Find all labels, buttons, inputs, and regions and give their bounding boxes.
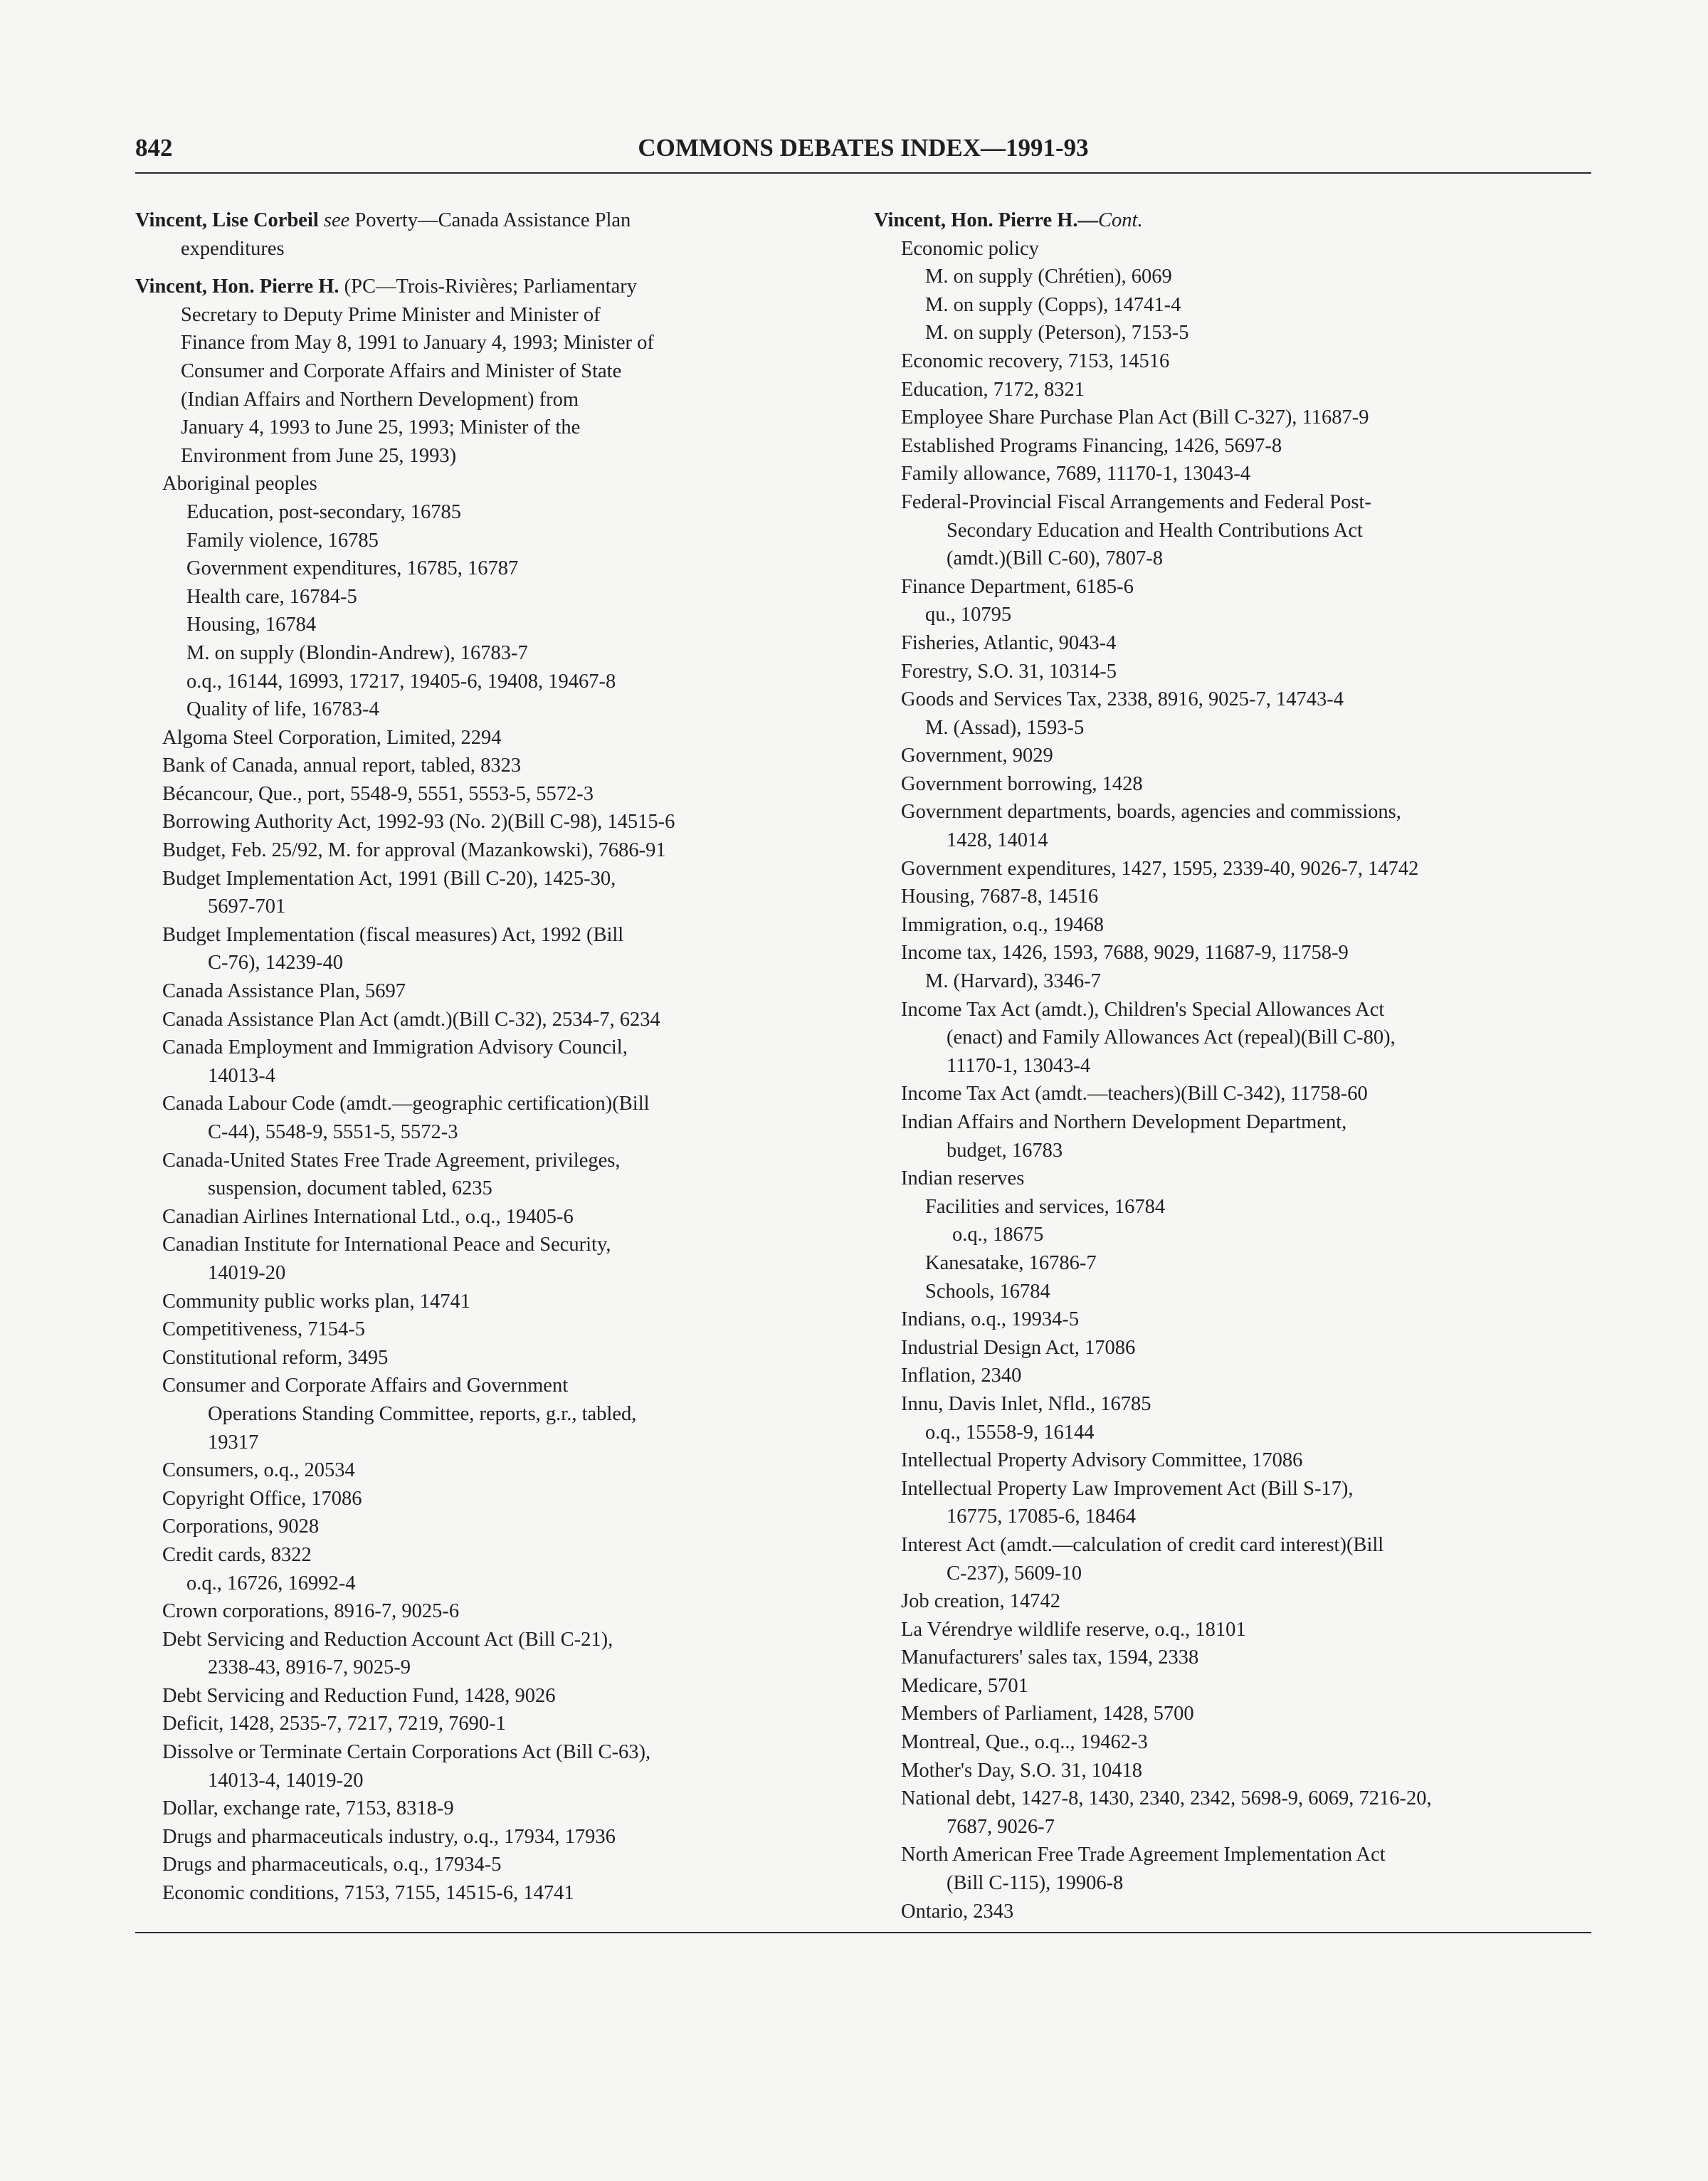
index-entry <box>162 1315 854 1344</box>
index-entry <box>186 498 854 527</box>
index-entry-text: Canada-United States Free Trade Agreement, privileges, <box>162 1149 621 1172</box>
index-entry-text: Debt Servicing and Reduction Fund, 1428, 9026 <box>162 1684 556 1707</box>
index-entry-text: qu., 10795 <box>925 604 1012 626</box>
index-entry <box>901 1644 1593 1672</box>
index-entry-text: Government, 9029 <box>901 745 1053 767</box>
index-entry <box>162 1682 854 1710</box>
index-entry-text: (Indian Affairs and Northern Development) from <box>181 388 579 411</box>
index-entry <box>162 1513 854 1541</box>
index-entry-text: Immigration, o.q., 19468 <box>901 913 1104 936</box>
index-entry <box>901 1728 1593 1757</box>
index-entry-text: 16775, 17085-6, 18464 <box>947 1505 1136 1528</box>
index-entry-text: Indians, o.q., 19934-5 <box>901 1308 1080 1331</box>
index-entry-text: Canada Assistance Plan Act (amdt.)(Bill C-32), 2534-7, 6234 <box>162 1008 660 1031</box>
index-entry-text: Bécancour, Que., port, 5548-9, 5551, 5553-5, 5572-3 <box>162 782 594 805</box>
index-entry <box>925 1419 1593 1447</box>
index-entry-text: Drugs and pharmaceuticals industry, o.q., 17934, 17936 <box>162 1825 616 1848</box>
index-entry-text: Indian reserves <box>901 1167 1025 1190</box>
index-entry <box>162 1738 854 1794</box>
index-entry <box>901 347 1593 376</box>
index-entry-text: Finance from May 8, 1991 to January 4, 1993; Minister of <box>181 332 654 354</box>
index-entry-text: o.q., 15558-9, 16144 <box>925 1421 1095 1444</box>
index-entry <box>925 1278 1593 1306</box>
index-entry <box>901 1165 1593 1193</box>
index-entry <box>901 1362 1593 1390</box>
index-heading-entry <box>135 273 854 470</box>
index-entry-text: Drugs and pharmaceuticals, o.q., 17934-5 <box>162 1854 502 1876</box>
index-entry-text: Kanesatake, 16786-7 <box>925 1251 1097 1274</box>
index-entry-text: Competitiveness, 7154-5 <box>162 1318 365 1341</box>
index-entry <box>162 1456 854 1485</box>
index-entry <box>901 1898 1593 1926</box>
index-entry <box>162 1541 854 1570</box>
index-entry-text: M. on supply (Blondin-Andrew), 16783-7 <box>186 641 528 664</box>
index-entry <box>901 376 1593 404</box>
index-entry-text: 14013-4 <box>208 1064 275 1087</box>
index-entry-text: Economic conditions, 7153, 7155, 14515-6, 14741 <box>162 1882 574 1905</box>
index-column-left <box>135 206 854 1908</box>
index-entry-text: Established Programs Financing, 1426, 5697-8 <box>901 434 1282 457</box>
index-entry-text: La Vérendrye wildlife reserve, o.q., 18101 <box>901 1618 1246 1641</box>
index-entry <box>901 488 1593 573</box>
index-entry-text: Canada Labour Code (amdt.—geographic certification)(Bill <box>162 1093 650 1115</box>
index-column-right <box>874 206 1593 1925</box>
index-entry <box>901 1757 1593 1785</box>
index-entry-text: Government expenditures, 16785, 16787 <box>186 557 519 580</box>
index-entry <box>162 1372 854 1456</box>
index-entry <box>901 658 1593 686</box>
index-entry <box>901 685 1593 714</box>
index-entry-text: C-76), 14239-40 <box>208 952 343 974</box>
index-entry-text: C-44), 5548-9, 5551-5, 5572-3 <box>208 1121 458 1143</box>
index-entry-text: Ontario, 2343 <box>901 1900 1014 1923</box>
index-entry-text: Housing, 16784 <box>186 614 317 636</box>
index-entry <box>162 1597 854 1626</box>
index-entry-text: Fisheries, Atlantic, 9043-4 <box>901 631 1117 654</box>
index-entry <box>162 1851 854 1879</box>
index-entry <box>901 1785 1593 1841</box>
index-entry <box>901 1390 1593 1419</box>
index-entry-text: January 4, 1993 to June 25, 1993; Minister of the <box>181 416 581 439</box>
index-entry-text: 19317 <box>208 1431 259 1454</box>
index-entry-text: Consumer and Corporate Affairs and Minister of State <box>181 359 622 382</box>
index-entry <box>901 1616 1593 1644</box>
index-entry <box>162 836 854 865</box>
index-entry-text: Consumer and Corporate Affairs and Government <box>162 1375 569 1397</box>
index-entry <box>901 460 1593 488</box>
index-entry <box>901 1672 1593 1701</box>
index-entry <box>901 235 1593 263</box>
index-entry-text: Family violence, 16785 <box>186 529 379 552</box>
index-entry-text: Aboriginal peoples <box>162 473 317 495</box>
index-entry <box>925 1249 1593 1278</box>
index-entry-text: Forestry, S.O. 31, 10314-5 <box>901 660 1117 683</box>
index-entry-text: Dollar, exchange rate, 7153, 8318-9 <box>162 1797 454 1820</box>
index-entry-text: National debt, 1427-8, 1430, 2340, 2342, 5698-9, 6069, 7216-20, <box>901 1787 1432 1810</box>
index-entry <box>901 742 1593 770</box>
index-entry-text: M. (Harvard), 3346-7 <box>925 970 1101 993</box>
index-entry <box>901 1700 1593 1728</box>
index-entry-text: Health care, 16784-5 <box>186 585 357 608</box>
index-entry <box>901 432 1593 461</box>
index-entry <box>162 1231 854 1287</box>
page-number: 842 <box>135 134 173 162</box>
header-rule <box>135 172 1591 174</box>
index-entry <box>901 1305 1593 1334</box>
index-entry-text: M. on supply (Copps), 14741-4 <box>925 293 1181 316</box>
index-entry <box>162 1203 854 1231</box>
index-entry-text: Environment from June 25, 1993) <box>181 444 457 467</box>
index-entry <box>162 1090 854 1146</box>
index-entry <box>901 629 1593 658</box>
index-entry-text: Federal-Provincial Fiscal Arrangements and Federal Post- <box>901 490 1371 513</box>
index-entry <box>186 1570 854 1598</box>
index-entry-text: suspension, document tabled, 6235 <box>208 1177 492 1200</box>
index-entry-text: 1428, 14014 <box>947 829 1048 852</box>
index-entry-text: Economic policy <box>901 237 1039 260</box>
index-entry-text: Secondary Education and Health Contributions Act <box>947 519 1363 542</box>
index-entry-text: Quality of life, 16783-4 <box>186 698 379 721</box>
index-entry-text: Montreal, Que., o.q.., 19462-3 <box>901 1731 1148 1754</box>
index-entry-text: 14019-20 <box>208 1261 286 1284</box>
index-entry-text: (PC—Trois-Rivières; Parliamentary <box>339 275 638 298</box>
index-entry <box>162 724 854 752</box>
index-entry-text: Canadian Institute for International Peace and Security, <box>162 1234 611 1256</box>
index-entry <box>901 939 1593 967</box>
index-entry <box>901 770 1593 799</box>
index-entry <box>162 470 854 498</box>
index-entry <box>901 1531 1593 1587</box>
index-entry-text: expenditures <box>181 237 285 260</box>
index-entry-text: North American Free Trade Agreement Implementation Act <box>901 1844 1386 1866</box>
index-entry-text: Interest Act (amdt.—calculation of credit card interest)(Bill <box>901 1533 1384 1556</box>
index-entry <box>162 1147 854 1203</box>
index-entry-text: Operations Standing Committee, reports, g.r., tabled, <box>208 1402 637 1425</box>
index-entry-text: Poverty—Canada Assistance Plan <box>349 209 631 231</box>
index-entry <box>901 1334 1593 1362</box>
index-entry-text: o.q., 16726, 16992-4 <box>186 1572 356 1594</box>
index-entry-text: Income Tax Act (amdt.), Children's Special Allowances Act <box>901 998 1385 1021</box>
index-entry-text: Inflation, 2340 <box>901 1365 1022 1387</box>
index-entry-text: 2338-43, 8916-7, 9025-9 <box>208 1656 411 1679</box>
index-entry <box>901 573 1593 601</box>
index-entry <box>925 967 1593 996</box>
index-entry-text: o.q., 18675 <box>952 1224 1044 1246</box>
index-entry <box>162 1034 854 1090</box>
index-entry-text: Facilities and services, 16784 <box>925 1195 1166 1218</box>
index-entry-text: Consumers, o.q., 20534 <box>162 1459 355 1482</box>
index-entry <box>162 921 854 977</box>
index-entry-text: 14013-4, 14019-20 <box>208 1769 364 1792</box>
index-entry <box>901 1446 1593 1475</box>
index-entry-text: (enact) and Family Allowances Act (repeal)(Bill C-80), <box>947 1026 1396 1049</box>
index-entry-text: C-237), 5609-10 <box>947 1562 1082 1584</box>
index-entry <box>162 1879 854 1908</box>
index-entry-text: Job creation, 14742 <box>901 1590 1060 1613</box>
index-entry-text: M. (Assad), 1593-5 <box>925 716 1085 739</box>
index-entry-text: Corporations, 9028 <box>162 1515 320 1538</box>
index-entry <box>162 1823 854 1851</box>
index-entry <box>162 752 854 780</box>
index-entry-text: Government departments, boards, agencies and commissions, <box>901 801 1401 824</box>
index-entry <box>186 583 854 611</box>
index-entry <box>162 1485 854 1513</box>
index-entry-text: Finance Department, 6185-6 <box>901 575 1134 598</box>
index-entry <box>901 883 1593 911</box>
footer-rule <box>135 1932 1591 1933</box>
index-entry-text: 5697-701 <box>208 895 286 918</box>
index-entry-text: Government borrowing, 1428 <box>901 772 1143 795</box>
index-entry-text: Goods and Services Tax, 2338, 8916, 9025-7, 14743-4 <box>901 688 1344 711</box>
index-entry <box>162 1006 854 1034</box>
index-entry-text: Members of Parliament, 1428, 5700 <box>901 1703 1194 1725</box>
index-entry <box>186 695 854 724</box>
index-heading-entry <box>874 206 1593 235</box>
index-entry-text: Economic recovery, 7153, 14516 <box>901 350 1170 372</box>
index-entry-text: Deficit, 1428, 2535-7, 7217, 7219, 7690-1 <box>162 1713 506 1735</box>
index-entry <box>925 319 1593 347</box>
index-entry <box>162 1626 854 1682</box>
index-entry <box>162 780 854 809</box>
index-entry-text: Intellectual Property Law Improvement Act (Bill S-17), <box>901 1477 1354 1500</box>
index-entry <box>162 1710 854 1738</box>
index-entry-text: Employee Share Purchase Plan Act (Bill C-327), 11687-9 <box>901 406 1369 429</box>
index-entry-text: Income tax, 1426, 1593, 7688, 9029, 11687-9, 11758-9 <box>901 942 1349 965</box>
index-entry <box>901 996 1593 1081</box>
index-entry <box>901 911 1593 940</box>
index-entry <box>186 639 854 668</box>
index-entry <box>925 601 1593 629</box>
index-entry <box>162 1288 854 1316</box>
index-entry-text: Schools, 16784 <box>925 1280 1050 1303</box>
index-entry-text: Mother's Day, S.O. 31, 10418 <box>901 1759 1142 1782</box>
index-entry <box>162 865 854 921</box>
index-entry-text: Budget Implementation Act, 1991 (Bill C-20), 1425-30, <box>162 867 616 890</box>
index-entry-text: Canada Assistance Plan, 5697 <box>162 980 406 1003</box>
index-see-reference: Cont. <box>1098 209 1143 231</box>
index-entry <box>925 263 1593 291</box>
index-name: Vincent, Hon. Pierre H. <box>135 275 339 298</box>
index-entry-text: Education, post-secondary, 16785 <box>186 500 461 523</box>
index-name: Vincent, Lise Corbeil <box>135 209 319 231</box>
index-entry <box>186 527 854 555</box>
index-entry <box>925 1193 1593 1221</box>
index-entry-text: Debt Servicing and Reduction Account Act (Bill C-21), <box>162 1628 613 1651</box>
index-entry-text: Budget, Feb. 25/92, M. for approval (Mazankowski), 7686-91 <box>162 839 666 862</box>
index-entry <box>186 611 854 639</box>
index-entry <box>901 1108 1593 1165</box>
index-entry <box>186 668 854 696</box>
index-entry-text: Innu, Davis Inlet, Nfld., 16785 <box>901 1392 1151 1415</box>
index-entry <box>186 555 854 583</box>
index-entry-text: Medicare, 5701 <box>901 1674 1028 1697</box>
index-entry-text: (amdt.)(Bill C-60), 7807-8 <box>947 547 1163 570</box>
index-entry-text: Government expenditures, 1427, 1595, 2339-40, 9026-7, 14742 <box>901 857 1419 880</box>
index-entry-text: Industrial Design Act, 17086 <box>901 1336 1136 1359</box>
index-entry-text: 7687, 9026-7 <box>947 1815 1055 1838</box>
index-name: Vincent, Hon. Pierre H.— <box>874 209 1099 231</box>
index-entry-text: Housing, 7687-8, 14516 <box>901 885 1099 908</box>
page-header <box>135 134 1591 171</box>
index-entry <box>901 855 1593 883</box>
index-entry-text: Borrowing Authority Act, 1992-93 (No. 2)(Bill C-98), 14515-6 <box>162 811 675 834</box>
index-entry <box>901 798 1593 854</box>
index-entry-text: Dissolve or Terminate Certain Corporations Act (Bill C-63), <box>162 1741 651 1764</box>
index-entry <box>952 1221 1593 1249</box>
index-entry-text: Algoma Steel Corporation, Limited, 2294 <box>162 726 502 749</box>
index-entry-text: Family allowance, 7689, 11170-1, 13043-4 <box>901 463 1251 485</box>
index-entry-text: Canadian Airlines International Ltd., o.q., 19405-6 <box>162 1205 574 1228</box>
index-entry-text: Constitutional reform, 3495 <box>162 1346 389 1369</box>
index-entry-text: M. on supply (Chrétien), 6069 <box>925 266 1172 288</box>
index-entry <box>901 1587 1593 1616</box>
index-entry <box>162 808 854 836</box>
index-entry-text: Education, 7172, 8321 <box>901 378 1085 401</box>
index-entry <box>162 977 854 1006</box>
index-entry-text: 11170-1, 13043-4 <box>947 1054 1091 1077</box>
index-heading-entry <box>135 206 854 263</box>
index-entry-text: Intellectual Property Advisory Committee, 17086 <box>901 1449 1303 1472</box>
index-entry <box>901 1475 1593 1531</box>
index-entry-text: Community public works plan, 14741 <box>162 1290 471 1313</box>
index-entry <box>162 1344 854 1372</box>
index-see-reference: see <box>323 209 350 231</box>
index-entry <box>901 404 1593 432</box>
index-entry-text: budget, 16783 <box>947 1139 1063 1162</box>
index-entry-text: (Bill C-115), 19906-8 <box>947 1872 1124 1895</box>
index-entry <box>901 1841 1593 1897</box>
index-entry-text: Credit cards, 8322 <box>162 1543 312 1566</box>
running-title: COMMONS DEBATES INDEX—1991-93 <box>638 134 1089 162</box>
index-entry-text: M. on supply (Peterson), 7153-5 <box>925 322 1189 345</box>
index-entry-text: Manufacturers' sales tax, 1594, 2338 <box>901 1646 1199 1669</box>
index-entry-text: Bank of Canada, annual report, tabled, 8323 <box>162 755 522 777</box>
index-entry-text: o.q., 16144, 16993, 17217, 19405-6, 19408, 19467-8 <box>186 670 616 693</box>
index-entry-text: Income Tax Act (amdt.—teachers)(Bill C-342), 11758-60 <box>901 1083 1368 1105</box>
index-entry-text: Crown corporations, 8916-7, 9025-6 <box>162 1600 460 1623</box>
index-entry <box>901 1080 1593 1108</box>
index-entry-text: Budget Implementation (fiscal measures) Act, 1992 (Bill <box>162 923 624 946</box>
index-entry <box>925 714 1593 742</box>
index-entry-text: Secretary to Deputy Prime Minister and Minister of <box>181 303 601 326</box>
index-entry <box>925 291 1593 320</box>
index-entry-text: Copyright Office, 17086 <box>162 1487 362 1510</box>
index-entry <box>162 1794 854 1823</box>
index-entry-text: Canada Employment and Immigration Advisory Council, <box>162 1036 628 1059</box>
index-entry-text: Indian Affairs and Northern Development Department, <box>901 1111 1347 1133</box>
